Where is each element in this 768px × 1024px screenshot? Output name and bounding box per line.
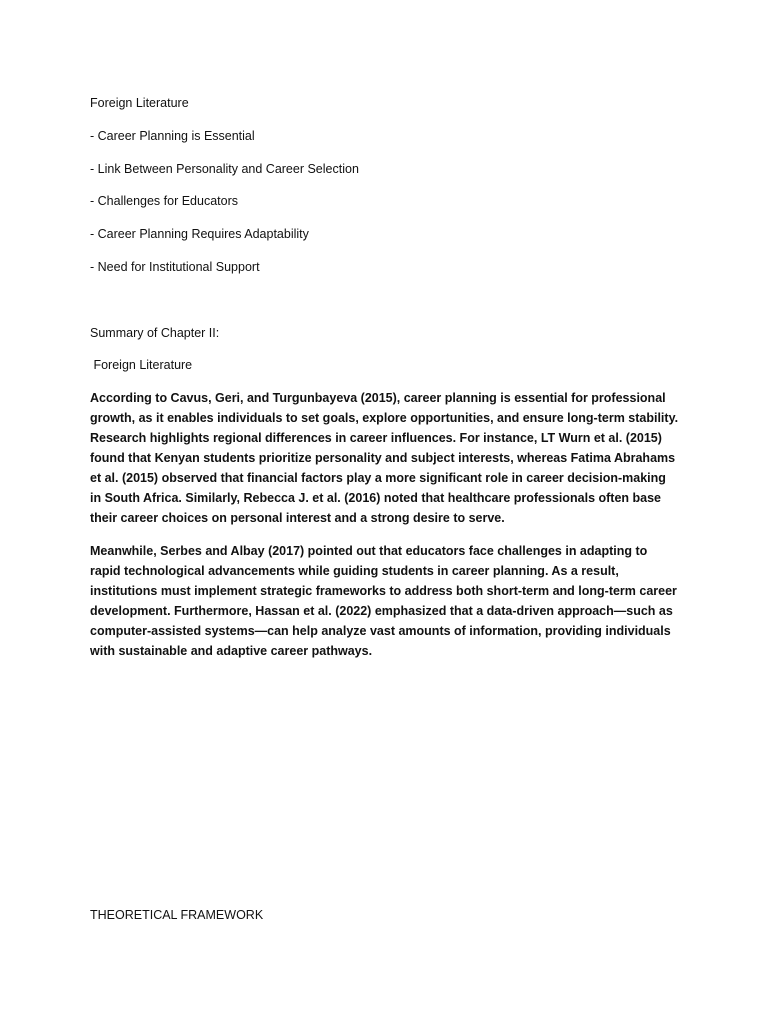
theoretical-framework-heading: THEORETICAL FRAMEWORK — [90, 908, 264, 922]
bullet-personality-career-selection: - Link Between Personality and Career Selection — [90, 162, 359, 176]
summary-subheading: Foreign Literature — [90, 358, 193, 372]
summary-paragraph-2: Meanwhile, Serbes and Albay (2017) pointed out that educators face challenges in adapting to rapid technological advancements while guiding students in career planning. As a result, institutions must implement strategic frameworks to address both short-term and long-term career development. Furthermore, Hassan et al. (2022) emphasized that a data-driven approach—such as computer-assisted systems—can help analyze vast amounts of information, providing individuals with sustainable and adaptive career pathways. — [90, 544, 677, 658]
bullet-adaptability: - Career Planning Requires Adaptability — [90, 227, 309, 241]
heading-foreign-literature: Foreign Literature — [90, 96, 189, 110]
bullet-challenges-educators: - Challenges for Educators — [90, 194, 238, 208]
bullet-institutional-support: - Need for Institutional Support — [90, 260, 260, 274]
summary-paragraph-1: According to Cavus, Geri, and Turgunbayeva (2015), career planning is essential for professional growth, as it enables individuals to set goals, explore opportunities, and ensure long-term stability. Research highlights regional differences in career influences. For instance, LT Wurn et al. (2015) found that Kenyan students prioritize personality and subject interests, whereas Fatima Abrahams et al. (2015) observed that financial factors play a more significant role in career decision-making in South Africa. Similarly, Rebecca J. et al. (2016) noted that healthcare professionals often base their career choices on personal interest and a strong desire to serve. — [90, 391, 679, 525]
bullet-career-planning-essential: - Career Planning is Essential — [90, 129, 255, 143]
summary-heading: Summary of Chapter II: — [90, 326, 220, 340]
